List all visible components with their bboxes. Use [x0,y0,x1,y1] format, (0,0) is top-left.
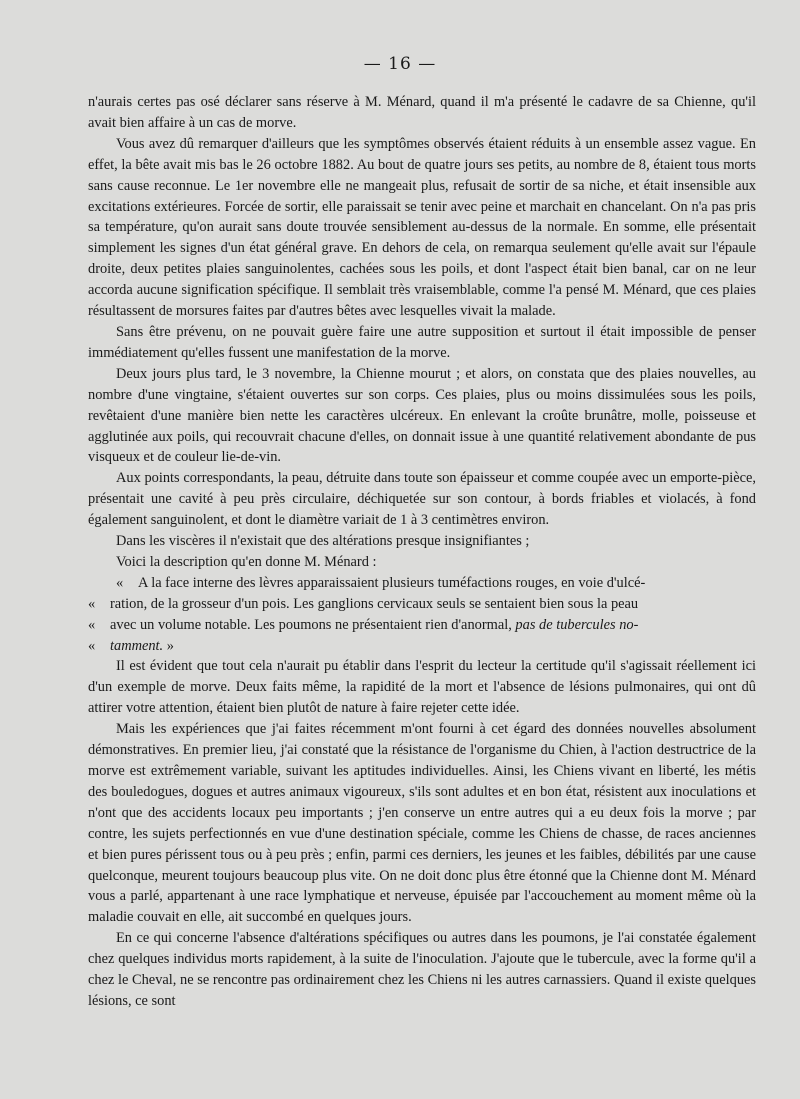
quote-mark: « [88,616,96,633]
body-text [88,92,756,1012]
paragraph-8: Il est évident que tout cela n'aurait pu établir dans l'esprit du lecteur la certitude qu'il s'agissait réellement ici d'un exemple de morve. Deux faits même, la rapidité de la mort et l'absence de lésions pulmonaires, qui ont dû attirer votre attention, étaient bien plutôt de nature à faire rejeter cette idée. [88,658,756,717]
paragraph-7: Voici la description qu'en donne M. Ménard : [116,553,377,570]
quote-italic: pas de tubercules no- [515,616,639,633]
paragraph-2: Vous avez dû remarquer d'ailleurs que les symptômes observés étaient réduits à un ensemble assez vague. En effet, la bête avait mis bas le 26 octobre 1882. Au bout de quatre jours ses petits, au nombre de 8, étaient tous morts sans cause reconnue. Le 1er novembre elle ne mangeait plus, refusait de sortir de sa niche, et était insensible aux excitations extérieures. Forcée de sortir, elle paraissait se tenir avec peine et marchait en chancelant. On n'a pas pris sa température, qu'on aurait sans doute trouvée sensiblement au-dessus de la normale. En somme, elle présentait simplement les signes d'un état général grave. En dehors de cela, on remarqua seulement qu'elle avait sur l'épaule droite, deux petites plaies sanguinolentes, cachées sous les poils, et dont l'aspect était bien banal, car on ne leur accorda aucune signification spécifique. Il semblait très vraisemblable, comme l'a pensé M. Ménard, que ces plaies résultassent de morsures faites par d'autres bêtes avec lesquelles vivait la malade. [88,135,756,320]
paragraph-1: n'aurais certes pas osé déclarer sans réserve à M. Ménard, quand il m'a présenté le cadavre de sa Chienne, qu'il avait bien affaire à un cas de morve. [88,94,756,131]
quote-mark: « [88,637,96,654]
paragraph-10: En ce qui concerne l'absence d'altérations spécifiques ou autres dans les poumons, je l'ai constatée également chez quelques individus morts rapidement, à la suite de l'inoculation. J'ajoute que le tubercule, avec la forme qu'il a chez le Cheval, ne se rencontre pas ordinairement chez les Chiens ni les autres carnassiers. Quand il existe quelques lésions, ce sont [88,930,756,1009]
quote-line-1: « A la face interne des lèvres apparaissaient plusieurs tuméfactions rouges, en voie d'ulcé- [88,573,756,594]
paragraph-3: Sans être prévenu, on ne pouvait guère faire une autre supposition et surtout il était impossible de penser immédiatement qu'elles fussent une manifestation de la morve. [88,323,756,361]
paragraph-9: Mais les expériences que j'ai faites récemment m'ont fourni à cet égard des données nouvelles absolument démonstratives. En premier lieu, j'ai constaté que la résistance de l'organisme du Chien, à l'action destructrice de la morve est extrêmement variable, suivant les aptitudes individuelles. Ainsi, les Chiens vivant en liberté, les métis des bouledogues, dogues et autres animaux vigoureux, s'ils sont adultes et en bon état, résistent aux inoculations et n'ont que des accidents locaux peu importants ; j'en conserve un entre autres qui a eu deux fois la morve ; par contre, les sujets perfectionnés en vue d'une destination spéciale, comme les Chiens de chasse, de races anciennes et bien pures périssent tous ou à peu près ; enfin, parmi ces derniers, les jeunes et les faibles, débilités par une cause quelconque, meurent toujours beaucoup plus vite. On ne doit donc plus être étonné que la Chienne dont M. Ménard vous a parlé, appartenant à une race lymphatique et nerveuse, épuisée par l'accouchement au moment même où la maladie couvait en elle, ait succombé en quelques jours. [88,721,756,926]
paragraph-6: Dans les viscères il n'existait que des altérations presque insignifiantes ; [116,533,530,550]
quote-line-3: « avec un volume notable. Les poumons ne présentaient rien d'anormal, pas de tubercules no- [88,615,756,636]
page-number: — 16 — [363,54,437,74]
quote-italic-end: tamment. [110,637,164,654]
paragraph-5: Aux points correspondants, la peau, détruite dans toute son épaisseur et comme coupée avec un emporte-pièce, présentait une cavité à peu près circulaire, déchiquetée sur son contour, à bords friables et violacés, à fond également sanguinolent, et dont le diamètre variait de 1 à 3 centimètres environ. [88,470,756,529]
quote-mark: « [88,595,96,612]
paragraph-4: Deux jours plus tard, le 3 novembre, la Chienne mourut ; et alors, on constata que des plaies nouvelles, au nombre d'une vingtaine, s'étaient ouvertes sur son corps. Ces plaies, plus ou moins dissimulées sous les poils, revêtaient d'une manière bien nette les caractères ulcéreux. En enlevant la croûte brunâtre, molle, poisseuse et agglutinée aux poils, qui recouvrait chacune d'elles, on donnait issue à une quantité relativement abondante de pus visqueux et de couleur lie-de-vin. [88,365,756,466]
quote-close: » [166,637,174,654]
quote-line-2: « ration, de la grosseur d'un pois. Les ganglions cervicaux seuls se sentaient bien sous la peau [88,594,756,615]
quote-mark: « [116,574,124,591]
quotation [88,573,756,657]
quote-line-4 [88,636,756,657]
